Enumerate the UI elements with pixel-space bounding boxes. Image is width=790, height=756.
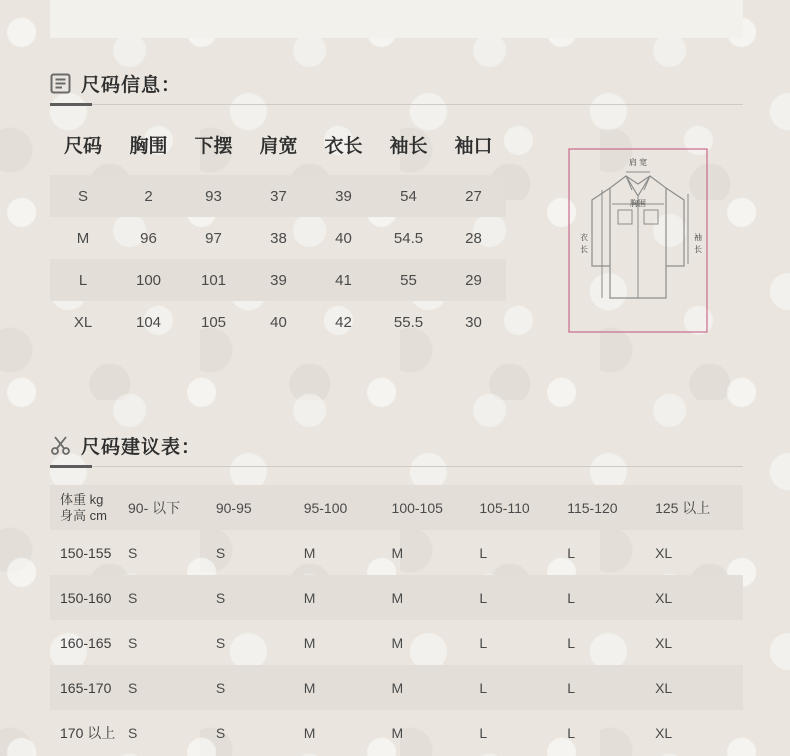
cell-size: M [392,665,480,710]
cell-size: S [128,634,138,651]
size-info-title: 尺码信息： [81,75,182,96]
cell-size: S [128,544,138,561]
cell-shoulder: 39 [246,259,311,301]
cell-height-range: 150-155 [60,544,112,561]
cell-hem: 105 [200,313,227,331]
cell-size: S [128,575,216,620]
cell-bust: 100 [116,259,181,301]
cell-size: S [216,575,304,620]
cell-size: S [128,724,138,741]
cell-size: L [567,575,655,620]
cell-size: S [216,665,304,710]
svg-text:长: 长 [694,245,702,254]
cell-length: 39 [311,175,376,217]
list-document-icon [50,73,71,94]
table-row [50,665,743,710]
cell-sleeve: 55.5 [393,313,424,331]
cell-size: L [567,724,576,741]
table-row [50,175,506,217]
size-guide-title: 尺码建议表： [81,437,202,458]
cell-size: M [303,724,316,741]
cell-size: L [479,634,488,651]
cell-cuff: 29 [441,259,506,301]
size-guide-table [50,485,743,755]
column-header-size: 尺码 [63,136,102,157]
column-header-weight-height [50,485,128,530]
size-info-table [50,123,506,343]
size-info-divider [50,104,743,105]
cell-size: M [304,575,392,620]
cell-height-range: 170 以上 [60,724,116,741]
cell-sleeve: 54 [376,175,441,217]
cell-hem: 101 [181,259,246,301]
cell-size: S [215,544,226,561]
column-header-w2: 90-95 [216,485,304,530]
table-row [50,620,743,665]
column-header-hem: 下摆 [194,136,233,157]
cell-size: M [303,544,316,561]
cell-cuff: 30 [465,313,482,331]
svg-text:肩 宽: 肩 宽 [628,158,648,167]
table-row [50,530,743,575]
svg-text:胸围: 胸围 [630,199,646,208]
cell-cuff: 28 [465,229,482,247]
column-header-w5: 105-110 [479,485,567,530]
table-row [50,301,506,343]
cell-bust: 104 [135,313,162,331]
cell-height-range: 165-170 [50,665,128,710]
top-content-panel [50,0,743,38]
column-header-w7: 125 以上 [655,485,743,530]
size-guide-heading [50,432,743,466]
cell-height-range: 150-160 [50,575,128,620]
column-header-bust: 胸围 [129,136,168,157]
table-row [50,259,506,301]
header-weight-label: 体重 kg [60,491,104,507]
cell-size: L [479,665,567,710]
cell-size: XL [655,724,673,741]
column-header-shoulder: 肩宽 [259,136,298,157]
cell-size: S [128,665,216,710]
column-header-length: 衣长 [324,136,363,157]
cell-size: L [479,724,488,741]
cell-hem: 93 [181,175,246,217]
cell-sleeve: 54.5 [393,229,424,247]
cell-size: L [567,665,655,710]
column-header-w1: 90- 以下 [128,485,216,530]
column-header-w6: 115-120 [567,485,655,530]
size-guide-divider [50,466,743,467]
cell-cuff: 27 [441,175,506,217]
cell-size: M [391,634,404,651]
cell-size: S [215,724,226,741]
cell-size: XL [73,313,93,331]
cell-size: M [391,724,404,741]
cell-size: L [479,544,488,561]
cell-size: XL [655,575,743,620]
column-header-w3: 95-100 [304,485,392,530]
scissors-icon [50,435,71,456]
svg-text:长: 长 [580,245,588,254]
cell-sleeve: 55 [376,259,441,301]
table-row [50,710,743,755]
cell-size: M [303,634,316,651]
cell-hem: 97 [205,229,222,247]
cell-shoulder: 37 [246,175,311,217]
size-guide-section [50,432,743,755]
svg-text:袖: 袖 [694,233,702,242]
cell-size: S [50,175,116,217]
cell-size: L [567,544,576,561]
cell-shoulder: 38 [270,229,287,247]
column-header-w4: 100-105 [392,485,480,530]
cell-size: L [50,259,116,301]
size-info-section [50,70,743,343]
cell-size: XL [655,544,673,561]
cell-height-range: 160-165 [60,634,112,651]
table-header-row [50,123,506,175]
cell-length: 41 [311,259,376,301]
header-height-label: 身高 cm [60,507,107,523]
column-header-sleeve: 袖长 [389,136,428,157]
cell-size: M [76,229,90,247]
cell-bust: 96 [140,229,157,247]
size-info-heading [50,70,743,104]
cell-size: S [215,634,226,651]
cell-size: L [479,575,567,620]
cell-size: M [392,575,480,620]
svg-text:衣: 衣 [580,233,588,242]
cell-length: 40 [335,229,352,247]
column-header-cuff: 袖口 [454,136,493,157]
cell-size: XL [655,665,743,710]
cell-bust: 2 [116,175,181,217]
cell-size: L [567,634,576,651]
cell-size: XL [655,634,673,651]
table-row [50,217,506,259]
table-row [50,575,743,620]
table-header-row [50,485,743,530]
shirt-measurement-diagram [568,148,708,333]
cell-size: M [304,665,392,710]
cell-shoulder: 40 [270,313,287,331]
cell-length: 42 [335,313,352,331]
cell-size: M [391,544,404,561]
